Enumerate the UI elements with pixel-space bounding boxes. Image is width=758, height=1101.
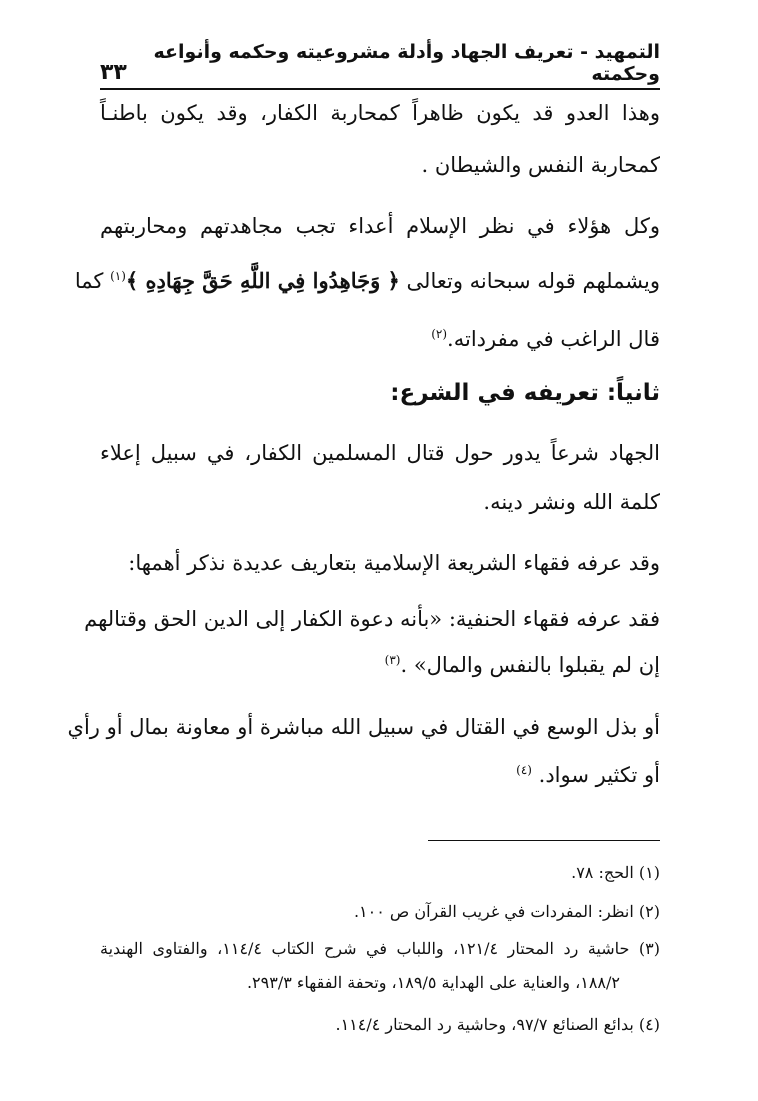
header-title: التمهيد - تعريف الجهاد وأدلة مشروعيته وحكمه وأنواعه وحكمته xyxy=(153,41,660,85)
footnote-ref-2: (٢) xyxy=(431,327,448,341)
paragraph-5-text: إن لم يقبلوا بالنفس والمال» . xyxy=(400,653,660,677)
footnote-separator xyxy=(428,840,660,841)
paragraph-6-line-2 xyxy=(100,760,660,790)
paragraph-3-line-2: كلمة الله ونشر دينه. xyxy=(483,490,660,514)
paragraph-6-text: أو تكثير سواد. xyxy=(538,763,660,787)
section-heading: ثانياً: تعريفه في الشرع: xyxy=(390,380,660,406)
paragraph-4-line-1: وقد عرفه فقهاء الشريعة الإسلامية بتعاريف عديدة نذكر أهمها: xyxy=(128,551,660,575)
quran-verse: ﴿ وَجَاهِدُوا فِي اللَّهِ حَقَّ جِهَادِهِ ﴾ xyxy=(125,268,400,293)
footnote-1: (١) الحج: ٧٨. xyxy=(571,863,660,882)
footnote-ref-3: (٣) xyxy=(384,653,401,667)
paragraph-2-line-3 xyxy=(100,324,660,354)
paragraph-2-line-1: وكل هؤلاء في نظر الإسلام أعداء تجب مجاهدتهم ومحاربتهم xyxy=(100,214,660,238)
paragraph-2-text-b: كما xyxy=(74,269,104,293)
paragraph-1-line-2: كمحاربة النفس والشيطان . xyxy=(421,153,660,177)
footnote-3-line-1: (٣) حاشية رد المحتار ١٢١/٤، واللباب في شرح الكتاب ١١٤/٤، والفتاوى الهندية xyxy=(100,939,661,958)
footnote-4: (٤) بدائع الصنائع ٩٧/٧، وحاشية رد المحتار ١١٤/٤. xyxy=(335,1015,660,1034)
paragraph-5-line-2 xyxy=(100,650,660,680)
paragraph-3-line-1: الجهاد شرعاً يدور حول قتال المسلمين الكفار، في سبيل إعلاء xyxy=(100,441,660,465)
footnote-ref-1: (١) xyxy=(110,269,126,283)
paragraph-6-line-1: أو بذل الوسع في القتال في سبيل الله مباشرة أو معاونة بمال أو رأي xyxy=(67,715,660,739)
paragraph-2-text-a: ويشملهم قوله سبحانه وتعالى xyxy=(406,269,660,293)
running-header xyxy=(100,41,660,90)
paragraph-5-line-1: فقد عرفه فقهاء الحنفية: «بأنه دعوة الكفار إلى الدين الحق وقتالهم xyxy=(84,607,660,631)
page-number: ٣٣ xyxy=(100,60,127,85)
footnote-ref-4: (٤) xyxy=(516,763,532,777)
footnote-3-line-2: ١٨٨/٢، والعناية على الهداية ١٨٩/٥، وتحفة الفقهاء ٢٩٣/٣. xyxy=(246,973,620,992)
paragraph-2-line-2 xyxy=(74,266,660,296)
paragraph-1-line-1: وهذا العدو قد يكون ظاهراً كمحاربة الكفار، وقد يكون باطنـاً xyxy=(100,101,660,125)
paragraph-2-text-c: قال الراغب في مفرداته. xyxy=(447,327,660,351)
footnote-2: (٢) انظر: المفردات في غريب القرآن ص ١٠٠. xyxy=(353,902,660,921)
